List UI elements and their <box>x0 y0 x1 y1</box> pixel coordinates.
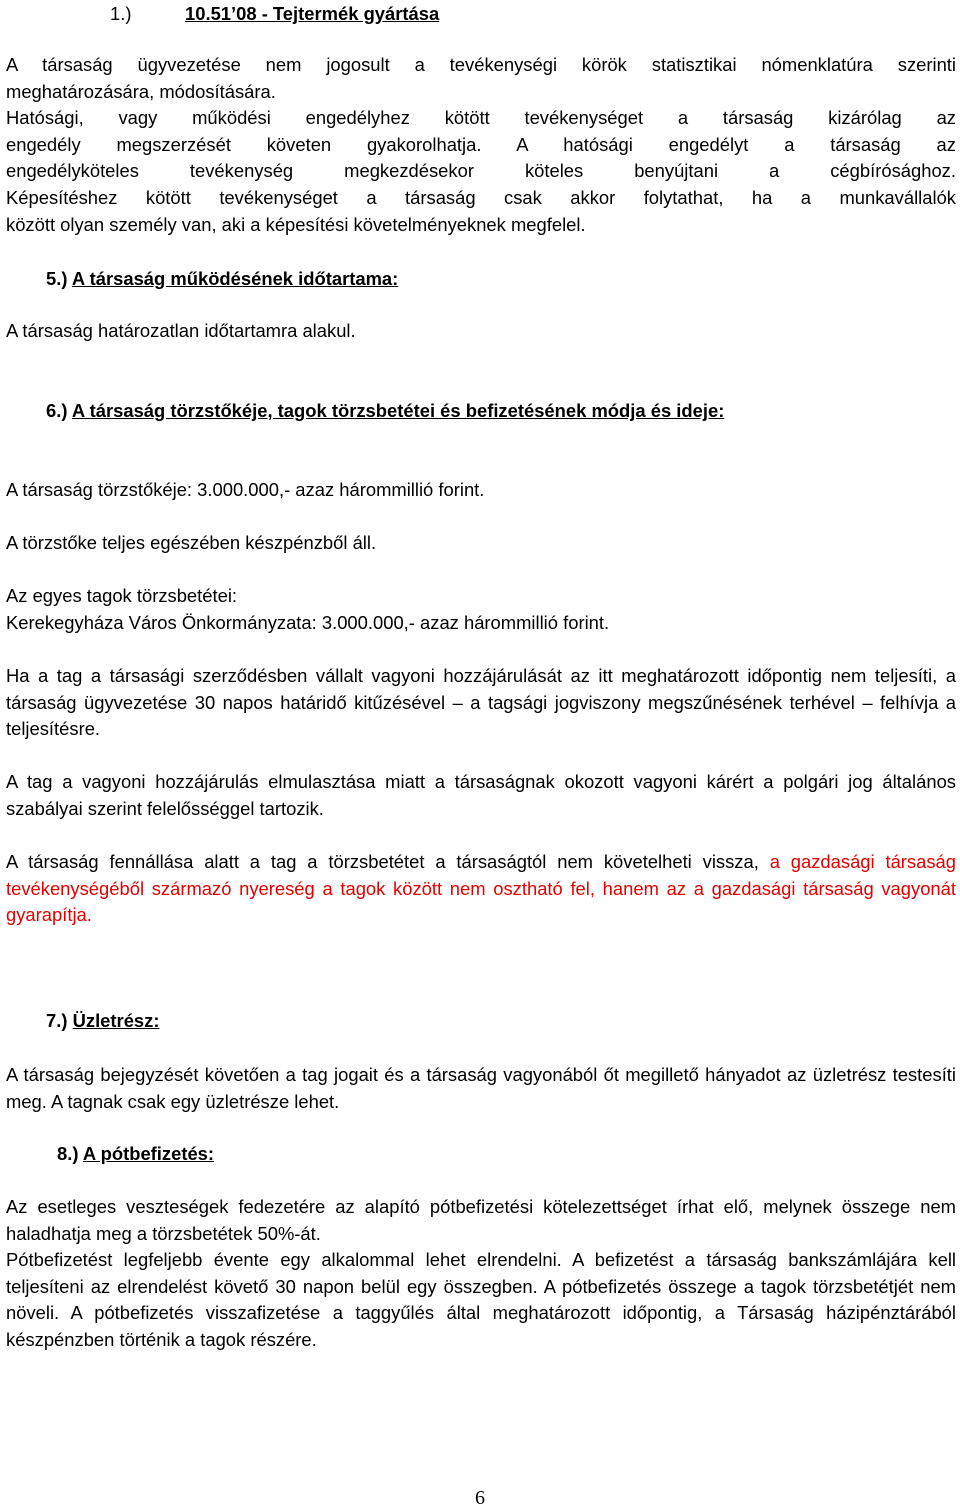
text-line: engedélyköteles tevékenység megkezdésekor köteles benyújtani a cégbírósághoz. <box>6 160 956 181</box>
member-contribution-row: Kerekegyháza Város Önkormányzata: 3.000.000,- azaz hárommillió forint. <box>6 611 610 633</box>
section-5-body: A társaság határozatlan időtartamra alakul. <box>6 320 356 341</box>
section-8-title: A pótbefizetés: <box>82 1143 215 1164</box>
section-7-body: A társaság bejegyzését követően a tag jogait és a társaság vagyonából őt megillető hányadot az üzletrész testesíti meg. A tagnak csak egy üzletrésze lehet. <box>6 1064 956 1112</box>
text-line: engedély megszerzését követen gyakorolhatja. A hatósági engedélyt a társaság az <box>6 133 956 155</box>
section-8-number: 8.) <box>57 1143 79 1164</box>
text-line: A társaság ügyvezetése nem jogosult a tevékenységi körök statisztikai nómenklatúra szerinti <box>6 54 956 75</box>
section-5-title: A társaság működésének időtartama: <box>71 268 399 289</box>
text-line: meghatározására, módosítására. <box>6 80 276 102</box>
share-capital-text: A társaság törzstőkéje: 3.000.000,- azaz hárommillió forint. <box>6 479 485 500</box>
member-contributions <box>6 583 956 636</box>
activity-number: 1.) <box>110 3 132 24</box>
section-7-number: 7.) <box>46 1010 68 1031</box>
text-line: között olyan személy van, aki a képesítési követelményeknek megfelel. <box>6 213 586 235</box>
text-line: Hatósági, vagy működési engedélyhez kötött tevékenységet a társaság kizárólag az <box>6 107 956 128</box>
section-5-heading <box>46 266 398 292</box>
capital-return-paragraph <box>6 849 956 929</box>
capital-return-text: A társaság fennállása alatt a tag a törzsbetétet a társaságtól nem követelheti vissza, <box>6 851 770 872</box>
section-6-number: 6.) <box>46 400 68 421</box>
section-6-heading <box>46 398 724 424</box>
liability-paragraph: A tag a vagyoni hozzájárulás elmulasztása miatt a társaságnak okozott vagyoni kárért a polgári jog általános szabályai szerint felelősséggel tartozik. <box>6 771 956 819</box>
section-6-title: A társaság törzstőkéje, tagok törzsbetétei és befizetésének módja és ideje: <box>71 400 725 421</box>
section-7-heading <box>46 1008 159 1034</box>
activities-paragraph-2 <box>6 105 956 185</box>
default-payment-paragraph: Ha a tag a társasági szerződésben vállalt vagyoni hozzájárulását az itt meghatározott időpontig nem teljesíti, a társaság ügyvezetése 30 napos határidő kitűzésével – a tagsági jogviszony megszűnésének terhével – felhívja a teljesítésre. <box>6 665 956 739</box>
page-number: 6 <box>475 1487 485 1509</box>
section-8-paragraph-2: Pótbefizetést legfeljebb évente egy alkalommal lehet elrendelni. A befizetést a társaság bankszámlájára kell teljesíteni az elrendelést követő 30 napon belül egy összegben. A pótbefizetés összege a tagok törzsbetétjét nem növeli. A pótbefizetés visszafizetése a taggyűlés által meghatározott időpontig, a Társaság házipénztárából készpénzben történik a tagok részére. <box>6 1249 956 1350</box>
profit-distribution-text: a gazdasági társaság tevékenységéből származó nyereség a tagok között nem osztható fel, hanem az a gazdasági társaság vagyonát gyarapítja. <box>6 851 957 925</box>
member-contributions-title: Az egyes tagok törzsbetétei: <box>6 585 238 606</box>
activity-title: 10.51’08 - Tejtermék gyártása <box>185 3 440 24</box>
activities-paragraph-1 <box>6 52 956 105</box>
section-5-number: 5.) <box>46 268 68 289</box>
capital-cash-text: A törzstőke teljes egészében készpénzből áll. <box>6 532 377 553</box>
text-line: Képesítéshez kötött tevékenységet a társaság csak akkor folytathat, ha a munkavállalók <box>6 187 956 208</box>
activities-paragraph-3 <box>6 185 956 238</box>
section-8-heading <box>57 1141 214 1167</box>
section-7-title: Üzletrész: <box>72 1010 160 1031</box>
section-8-paragraph-1: Az esetleges veszteségek fedezetére az alapító pótbefizetési kötelezettséget írhat elő, melynek összege nem haladhatja meg a törzsbetétek 50%-át. <box>6 1196 956 1244</box>
